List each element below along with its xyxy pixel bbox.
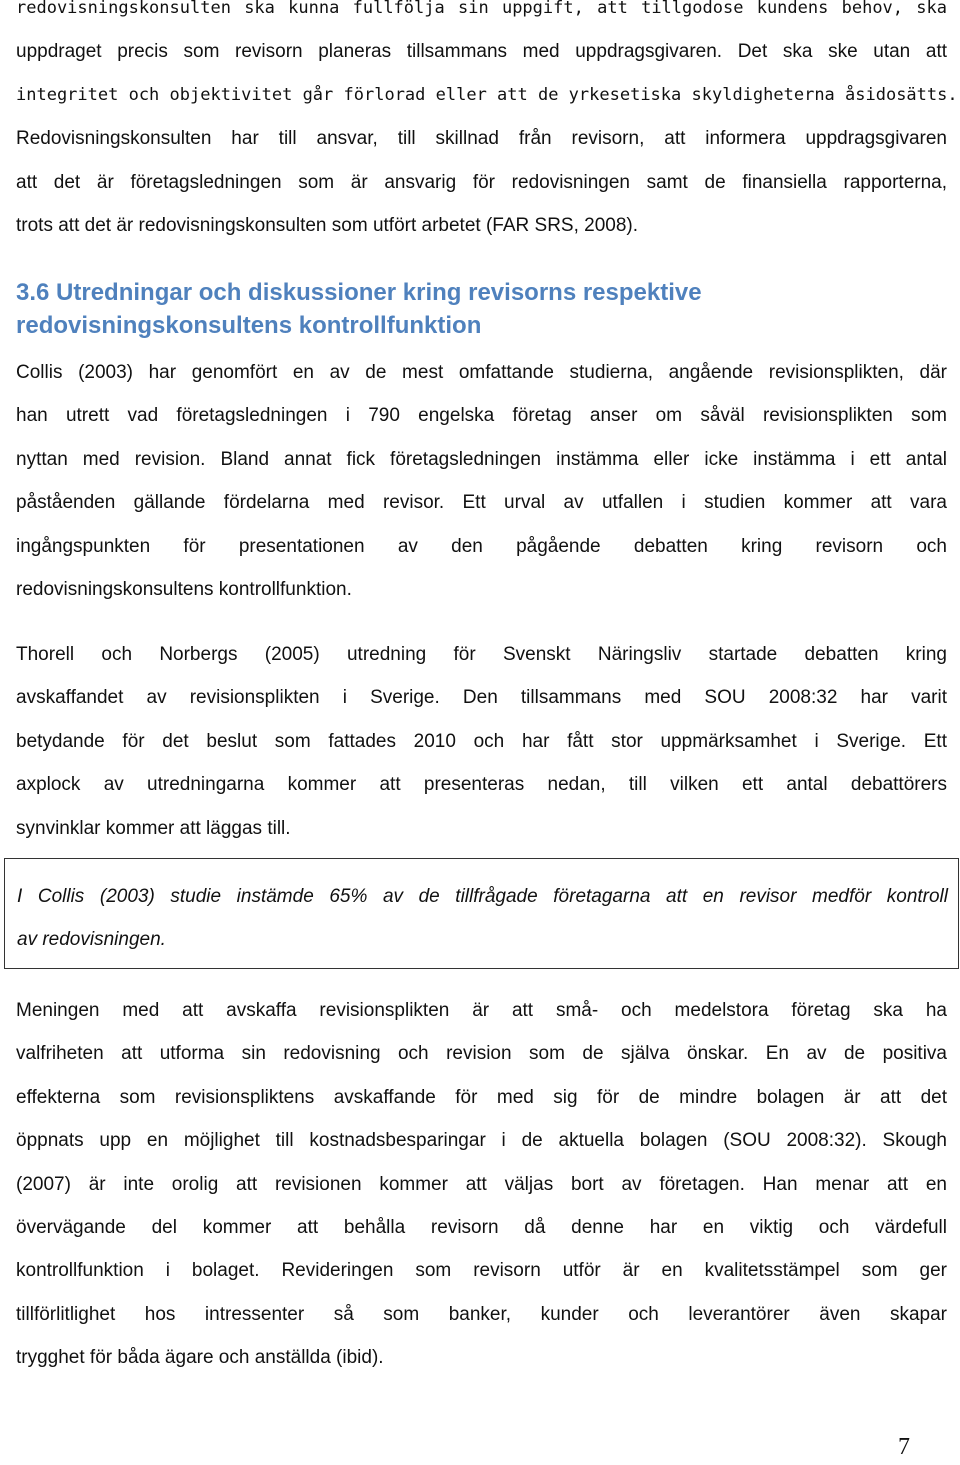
paragraph-thorell <box>16 633 947 850</box>
text-line: påståenden gällande fördelarna med revisor. Ett urval av utfallen i studien kommer att vara <box>16 492 947 514</box>
text-line: betydande för det beslut som fattades 2010 och har fått stor uppmärksamhet i Sverige. Ett <box>16 730 947 752</box>
text-line: redovisningskonsultens kontrollfunktion. <box>16 579 352 601</box>
text-line: Redovisningskonsulten har till ansvar, till skillnad från revisorn, att informera uppdragsgivaren <box>16 128 947 150</box>
paragraph-meningen <box>16 989 947 1380</box>
text-line: (2007) är inte orolig att revisionen kommer att väljas bort av företagen. Han menar att en <box>16 1173 947 1195</box>
text-line: axplock av utredningarna kommer att presenteras nedan, till vilken ett antal debattörers <box>16 774 947 796</box>
text-line: öppnats upp en möjlighet till kostnadsbesparingar i de aktuella bolagen (SOU 2008:32). Skough <box>16 1130 947 1152</box>
text-line: trygghet för båda ägare och anställda (ibid). <box>16 1347 384 1369</box>
text-line: kontrollfunktion i bolaget. Revideringen som revisorn utför är en kvalitetsstämpel som ger <box>16 1260 947 1282</box>
text-line: Collis (2003) har genomfört en av de mest omfattande studierna, angående revisionsplikten, där <box>16 362 947 383</box>
text-line: effekterna som revisionspliktens avskaffande för med sig för de mindre bolagen är att det <box>16 1086 947 1108</box>
callout-box <box>4 858 959 969</box>
text-line: avskaffandet av revisionsplikten i Sverige. Den tillsammans med SOU 2008:32 har varit <box>16 687 947 709</box>
text-line: han utrett vad företagsledningen i 790 engelska företag anser om såväl revisionsplikten som <box>16 405 947 427</box>
text-line: tillförlitlighet hos intressenter så som banker, kunder och leverantörer även skapar <box>16 1303 947 1325</box>
text-line: valfriheten att utforma sin redovisning och revision som de själva önskar. En av de positiva <box>16 1043 947 1065</box>
text-line: Meningen med att avskaffa revisionsplikten är att små- och medelstora företag ska ha <box>16 1000 947 1021</box>
page-number: 7 <box>898 1434 910 1460</box>
text-line: att det är företagsledningen som är ansvarig för redovisningen samt de finansiella rapporterna, <box>16 171 947 193</box>
text-line: trots att det är redovisningskonsulten som utfört arbetet (FAR SRS, 2008). <box>16 215 639 237</box>
text-line: övervägande del kommer att behålla revisorn då denne har en viktig och värdefull <box>16 1217 947 1239</box>
text-line: integritet och objektivitet går förlorad eller att de yrkesetiska skyldigheterna åsidosätts. <box>16 84 958 105</box>
text-line: uppdraget precis som revisorn planeras tillsammans med uppdragsgivaren. Det ska ske utan att <box>16 41 947 63</box>
section-heading <box>16 276 947 342</box>
text-line: Thorell och Norbergs (2005) utredning för Svenskt Näringsliv startade debatten kring <box>16 644 947 665</box>
text-line: nyttan med revision. Bland annat fick företagsledningen instämma eller icke instämma i ett antal <box>16 448 947 470</box>
text-line: ingångspunkten för presentationen av den pågående debatten kring revisorn och <box>16 535 947 557</box>
callout-line: I Collis (2003) studie instämde 65% av de tillfrågade företagarna att en revisor medför kontroll <box>17 886 948 907</box>
paragraph-collis <box>16 351 947 611</box>
text-line: redovisningskonsulten ska kunna fullfölja sin uppgift, att tillgodose kundens behov, ska <box>16 0 947 18</box>
heading-line: redovisningskonsultens kontrollfunktion <box>16 312 482 339</box>
heading-line: 3.6 Utredningar och diskussioner kring revisorns respektive <box>16 279 702 306</box>
callout-line: av redovisningen. <box>17 929 166 951</box>
text-line: synvinklar kommer att läggas till. <box>16 817 291 839</box>
paragraph-intro <box>16 0 958 247</box>
